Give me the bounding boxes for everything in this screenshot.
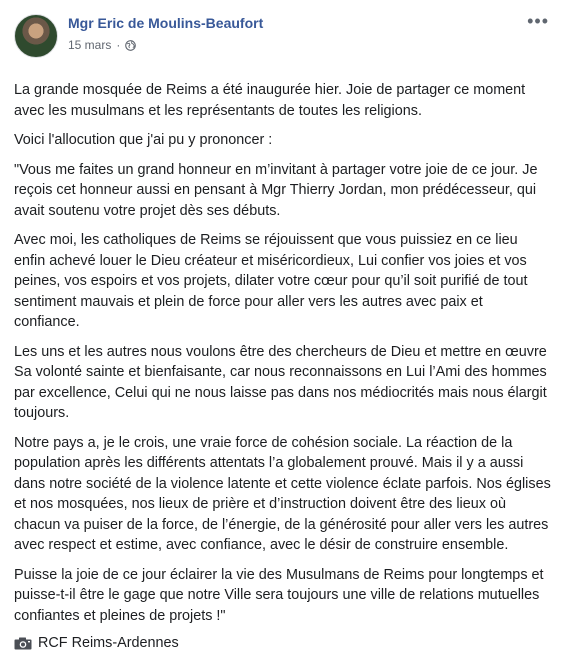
avatar[interactable] (14, 14, 58, 58)
post-paragraph: Les uns et les autres nous voulons être des chercheurs de Dieu et mettre en œuvre Sa volonté sainte et bienfaisante, car nous reconnaissons en Lui l’Ami des hommes par excellence, Celui qui ne nous laisse pas dans nos médiocrités mais nous élargit toujours. (14, 343, 547, 421)
post-meta (68, 14, 263, 52)
camera-icon (14, 637, 32, 650)
post-paragraph: Puisse la joie de ce jour éclairer la vie des Musulmans de Reims pour longtemps et puisse-t-il être le gage que notre Ville sera toujours une ville de relations mutuelles confiantes et pleines de projets !" (14, 566, 544, 624)
post-subline (68, 38, 263, 52)
post-paragraph: "Vous me faites un grand honneur en m’invitant à partager votre joie de ce jour. Je reçois cet honneur aussi en pensant à Mgr Thierry Jordan, mon prédécesseur, qui avait soutenu votre projet dès ses débuts. (14, 161, 538, 219)
post-date[interactable]: 15 mars (68, 38, 112, 52)
source-name: RCF Reims-Ardennes (38, 635, 179, 651)
more-horizontal-icon[interactable]: ••• (527, 11, 549, 31)
post-paragraph: Notre pays a, je le crois, une vraie force de cohésion sociale. La réaction de la population après les différents attentats l’a globalement prouvé. Mais il y a aussi dans notre société de la violence latente et cette violence éclate parfois. Nos églises et nos mosquées, nos lieux de prière et d’instruction doivent être des lieux où chacun va puiser de la force, de l’énergie, de la générosité pour aller vers les autres avec respect et estime, avec confiance, avec le désir de construire ensemble. (14, 434, 551, 553)
photo-credit (14, 635, 551, 651)
post-paragraph: Avec moi, les catholiques de Reims se réjouissent que vous puissiez en ce lieu enfin achevé louer le Dieu créateur et miséricordieux, Lui confier vos joies et vos peines, vos espoirs et vos projets, dilater votre cœur pour qu’il soit purifié de tout sentiment mauvais et plein de force pour aller vers les autres avec paix et confiance. (14, 232, 528, 330)
post-header (14, 12, 551, 64)
globe-icon[interactable] (125, 40, 136, 51)
separator: · (116, 38, 121, 52)
post-body (14, 80, 551, 626)
author-name[interactable]: Mgr Eric de Moulins-Beaufort (68, 15, 264, 31)
post-paragraph: La grande mosquée de Reims a été inaugurée hier. Joie de partager ce moment avec les musulmans et les représentants de toutes les religions. (14, 82, 526, 119)
post-paragraph: Voici l'allocution que j'ai pu y prononcer : (14, 132, 273, 148)
